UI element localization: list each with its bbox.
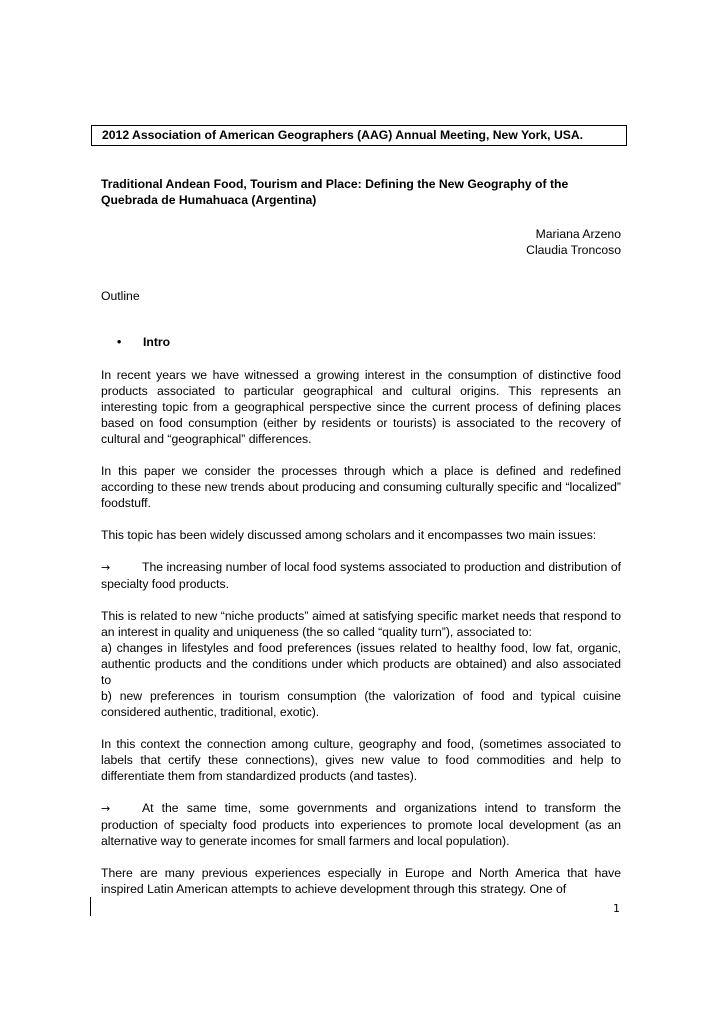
arrow-paragraph bbox=[101, 559, 621, 592]
paper-title: Traditional Andean Food, Tourism and Place: Defining the New Geography of the Quebrada de Humahuaca (Argentina) bbox=[101, 177, 569, 207]
document-body bbox=[101, 176, 621, 897]
paragraph: In recent years we have witnessed a growing interest in the consumption of distinctive food products associated to particular geographical and cultural origins. This represents an interesting topic from a geographical perspective since the current process of defining places based on food consumption (either by residents or tourists) is associated to the recovery of cultural and “geographical” differences. bbox=[101, 368, 621, 446]
paragraph-text: At the same time, some governments and organizations intend to transform the production of specialty food products into experiences to promote local development (as an alternative way to generate incomes for small farmers and local population). bbox=[101, 801, 621, 848]
paragraph-text: The increasing number of local food systems associated to production and distribution of specialty food products. bbox=[101, 560, 621, 591]
list-item-b: b) new preferences in tourism consumption (the valorization of food and typical cuisine considered authentic, traditional, exotic). bbox=[101, 689, 621, 719]
page-number: 1 bbox=[613, 902, 620, 915]
paragraph: There are many previous experiences especially in Europe and North America that have inspired Latin American attempts to achieve development through this strategy. One of bbox=[101, 866, 621, 896]
conference-header: 2012 Association of American Geographers (AAG) Annual Meeting, New York, USA. bbox=[91, 125, 627, 146]
author-block bbox=[101, 226, 621, 258]
arrow-paragraph bbox=[101, 800, 621, 849]
paragraph: This topic has been widely discussed among scholars and it encompasses two main issues: bbox=[101, 528, 597, 542]
paragraph: This is related to new “niche products” aimed at satisfying specific market needs that respond to an interest in quality and uniqueness (the so called “quality turn”), associated to: bbox=[101, 609, 621, 639]
bullet-icon: • bbox=[117, 335, 122, 349]
intro-bullet bbox=[101, 334, 621, 350]
section-label: Intro bbox=[143, 335, 171, 349]
list-item-a: a) changes in lifestyles and food preferences (issues related to healthy food, low fat, organic, authentic products and the conditions under which products are obtained) and also associated to bbox=[101, 641, 621, 687]
author-name: Mariana Arzeno bbox=[535, 227, 621, 241]
arrow-icon: → bbox=[101, 561, 111, 574]
outline-heading: Outline bbox=[101, 289, 140, 303]
footer-margin-bar bbox=[90, 897, 91, 916]
author-name: Claudia Troncoso bbox=[526, 243, 621, 257]
paragraph: In this paper we consider the processes through which a place is defined and redefined according to these new trends about producing and consuming culturally specific and “localized” foodstuff. bbox=[101, 464, 621, 510]
arrow-icon: → bbox=[101, 802, 111, 815]
paragraph: In this context the connection among culture, geography and food, (sometimes associated to labels that certify these connections), gives new value to food commodities and help to differentiate them from standardized products (and tastes). bbox=[101, 737, 621, 783]
